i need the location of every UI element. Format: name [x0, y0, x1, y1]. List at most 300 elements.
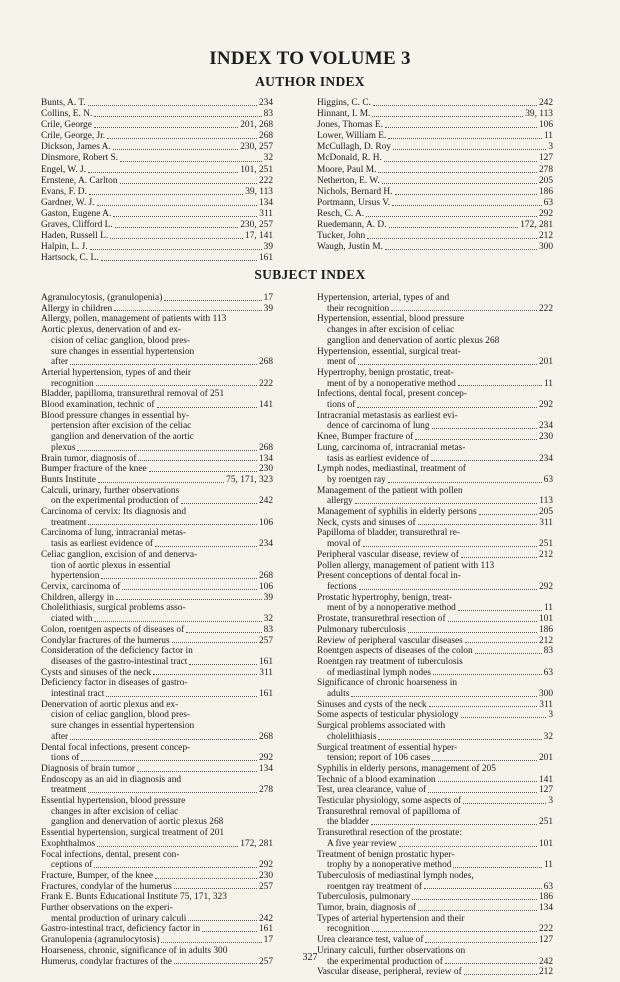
dot-leader — [425, 941, 536, 943]
dot-leader — [88, 104, 257, 106]
index-entry — [41, 764, 273, 775]
index-entry — [41, 732, 273, 743]
index-entry — [317, 314, 553, 325]
entry-page-ref: 268 — [258, 357, 273, 368]
entry-text: Crile, George, Jr. — [41, 131, 106, 142]
entry-text: on the experimental production of — [51, 496, 179, 507]
dot-leader — [461, 556, 537, 558]
entry-text: Vascular disease, peripheral, review of — [317, 967, 462, 978]
index-entry — [41, 817, 273, 828]
entry-page-ref: 63 — [543, 197, 553, 208]
dot-leader — [88, 171, 238, 173]
index-entry — [317, 496, 553, 507]
entry-text: ment of — [327, 357, 356, 368]
index-entry — [317, 571, 553, 582]
entry-text: ganglion and denervation of the aortic — [51, 432, 194, 443]
entry-page-ref: 257 — [258, 881, 273, 892]
entry-text: Hypertension, essential, blood pressure — [317, 314, 465, 325]
entry-text: ganglion and denervation of aortic plexus 268 — [327, 335, 500, 346]
entry-text: plexus — [51, 442, 76, 453]
author-index-heading: AUTHOR INDEX — [255, 74, 365, 89]
entry-page-ref: 106 — [258, 517, 273, 528]
index-entry — [317, 796, 553, 807]
entry-text: recognition — [327, 924, 370, 935]
dot-leader — [418, 523, 538, 525]
entry-page-ref: 311 — [259, 208, 273, 219]
entry-page-ref: 3 — [548, 142, 553, 153]
entry-text: Essential hypertension, surgical treatment of 201 — [41, 828, 225, 839]
entry-text: Carcinoma of lung, intracranial metas- — [41, 528, 186, 539]
index-entry — [317, 443, 553, 454]
entry-text: Present conceptions of dental focal in- — [317, 571, 461, 582]
index-entry — [317, 860, 553, 871]
dot-leader — [120, 182, 257, 184]
index-entry — [41, 336, 273, 347]
index-entry — [41, 421, 273, 432]
index-entry — [317, 507, 553, 518]
index-entry — [41, 850, 273, 861]
index-entry — [41, 304, 273, 315]
entry-text: diseases of the gastro-intestinal tract — [51, 656, 188, 667]
entry-text: Blood pressure changes in essential hy- — [41, 410, 190, 421]
entry-text: Infections, dental focal, present concep- — [317, 389, 467, 400]
dot-leader — [155, 545, 257, 547]
dot-leader — [464, 973, 537, 975]
index-entry — [317, 220, 553, 231]
dot-leader — [431, 459, 537, 461]
entry-page-ref: 205 — [538, 507, 553, 518]
dot-leader — [385, 126, 537, 128]
dot-leader — [384, 160, 537, 162]
dot-leader — [463, 802, 546, 804]
index-entry — [41, 721, 273, 732]
entry-text: adults — [327, 689, 350, 700]
dot-leader — [107, 137, 257, 139]
dot-leader — [453, 866, 542, 868]
entry-text: after — [51, 731, 69, 742]
entry-text: Bunts Institute — [41, 474, 96, 485]
entry-page-ref: 212 — [538, 635, 553, 646]
entry-text: Prostatic hypertrophy, benign, treat- — [317, 592, 453, 603]
entry-page-ref: 161 — [258, 253, 273, 264]
entry-page-ref: 234 — [538, 421, 553, 432]
dot-leader — [391, 309, 537, 311]
index-entry — [41, 165, 273, 176]
entry-text: Neck, cysts and sinuses of — [317, 517, 416, 528]
index-entry — [41, 678, 273, 689]
index-entry — [41, 935, 273, 946]
dot-leader — [172, 641, 257, 643]
dot-leader — [388, 137, 542, 139]
entry-text: Essential hypertension, blood pressure — [41, 796, 186, 807]
index-entry — [41, 785, 273, 796]
entry-text: Nichols, Bernard H. — [317, 186, 393, 197]
index-entry — [317, 625, 553, 636]
index-entry — [41, 625, 273, 636]
index-entry — [41, 550, 273, 561]
index-entry — [317, 710, 553, 721]
index-entry — [317, 603, 553, 614]
dot-leader — [101, 577, 257, 579]
index-entry — [41, 131, 273, 142]
dot-leader — [106, 695, 257, 697]
dot-leader — [114, 309, 261, 311]
index-entry — [317, 432, 553, 443]
entry-page-ref: 3 — [548, 796, 553, 807]
entry-page-ref: 186 — [538, 892, 553, 903]
entry-text: Syphilis in elderly persons, management of 205 — [317, 763, 496, 774]
entry-page-ref: 300 — [538, 242, 553, 253]
dot-leader — [438, 780, 537, 782]
index-entry — [317, 903, 553, 914]
dot-leader — [392, 204, 542, 206]
dot-leader — [101, 259, 257, 261]
entry-text: McDonald, R. H. — [317, 153, 382, 164]
entry-text: Dickson, James A. — [41, 142, 111, 153]
entry-text: Prostate, transurethral resection of — [317, 614, 446, 625]
index-entry — [41, 657, 273, 668]
entry-text: Arterial hypertension, types of and their — [41, 367, 191, 378]
index-entry — [41, 561, 273, 572]
entry-text: Transurethral removal of papilloma of — [317, 806, 461, 817]
entry-text: Lymph nodes, mediastinal, treatment of — [317, 464, 466, 475]
entry-page-ref: 83 — [263, 624, 273, 635]
index-entry — [41, 198, 273, 209]
index-entry — [41, 443, 273, 454]
dot-leader — [428, 791, 537, 793]
index-entry — [317, 131, 553, 142]
dot-leader — [378, 171, 537, 173]
index-entry — [41, 187, 273, 198]
dot-leader — [116, 598, 262, 600]
dot-leader — [372, 930, 537, 932]
dot-leader — [432, 427, 537, 429]
index-entry — [41, 614, 273, 625]
dot-leader — [153, 673, 257, 675]
dot-leader — [88, 791, 257, 793]
entry-page-ref: 251 — [538, 817, 553, 828]
entry-text: Granulopenia (agranulocytosis) — [41, 935, 160, 946]
index-entry — [317, 593, 553, 604]
entry-page-ref: 201 — [538, 753, 553, 764]
entry-text: Hypertension, arterial, types of and — [317, 293, 450, 303]
entry-page-ref: 230 — [258, 870, 273, 881]
index-entry — [41, 743, 273, 754]
entry-page-ref: 311 — [539, 517, 553, 528]
index-entry — [317, 464, 553, 475]
index-entry — [317, 743, 553, 754]
entry-text: tasis as earliest evidence of — [51, 539, 154, 550]
index-entry — [317, 368, 553, 379]
entry-page-ref: 268 — [258, 131, 273, 142]
dot-leader — [94, 866, 257, 868]
dot-leader — [388, 481, 542, 483]
entry-page-ref: 83 — [263, 109, 273, 120]
entry-text: Agranulocytosis, (granulopenia) — [41, 293, 163, 303]
entry-text: Papilloma of bladder, transurethral re- — [317, 528, 461, 539]
index-entry — [41, 464, 273, 475]
entry-page-ref: 3 — [548, 710, 553, 721]
dot-leader — [382, 182, 537, 184]
index-entry — [41, 828, 273, 839]
author-index-left-column — [41, 98, 273, 264]
entry-page-ref: 32 — [543, 731, 553, 742]
entry-text: Urinary calculi, further observations on — [317, 945, 466, 956]
entry-text: Some aspects of testicular physiology — [317, 710, 459, 721]
dot-leader — [113, 215, 257, 217]
dot-leader — [96, 384, 257, 386]
dot-leader — [122, 588, 257, 590]
index-entry — [317, 528, 553, 539]
entry-text: sure changes in essential hypertension — [51, 346, 195, 357]
dot-leader — [358, 363, 537, 365]
entry-text: Tuberculosis of mediastinal lymph nodes, — [317, 870, 474, 881]
index-entry — [317, 98, 553, 109]
entry-text: Tuberculosis, pulmonary — [317, 892, 411, 903]
entry-text: Surgical problems associated with — [317, 721, 446, 732]
dot-leader — [149, 470, 257, 472]
entry-page-ref: 230, 257 — [240, 142, 273, 153]
entry-text: ciated with — [51, 614, 93, 625]
index-entry — [317, 400, 553, 411]
dot-leader — [157, 406, 257, 408]
index-entry — [41, 411, 273, 422]
index-entry — [317, 914, 553, 925]
entry-text: sure changes in essential hypertension — [51, 721, 195, 732]
dot-leader — [415, 438, 537, 440]
dot-leader — [115, 226, 239, 228]
index-entry — [317, 614, 553, 625]
entry-text: dence of carcinoma of lung — [327, 421, 430, 432]
dot-leader — [70, 363, 257, 365]
entry-page-ref: 292 — [258, 860, 273, 871]
index-entry — [317, 198, 553, 209]
index-entry — [317, 187, 553, 198]
entry-text: Gardner, W. J. — [41, 197, 95, 208]
entry-text: Hinnant, I. M. — [317, 109, 371, 120]
entry-page-ref: 292 — [538, 208, 553, 219]
index-entry — [41, 176, 273, 187]
entry-page-ref: 75, 171, 323 — [226, 474, 273, 485]
entry-page-ref: 212 — [538, 967, 553, 978]
entry-text: Hoarseness, chronic, significance of in adults 300 — [41, 945, 228, 956]
entry-page-ref: 32 — [263, 153, 273, 164]
entry-page-ref: 127 — [538, 785, 553, 796]
entry-page-ref: 161 — [258, 924, 273, 935]
index-entry — [41, 153, 273, 164]
entry-text: Haden, Russell L. — [41, 231, 109, 242]
index-entry — [41, 807, 273, 818]
entry-page-ref: 17 — [263, 935, 273, 946]
index-entry — [317, 678, 553, 689]
entry-text: Collins, E. N. — [41, 109, 93, 120]
index-entry — [41, 253, 273, 264]
dot-leader — [81, 759, 257, 761]
entry-page-ref: 134 — [258, 197, 273, 208]
index-entry — [317, 561, 553, 572]
entry-page-ref: 292 — [538, 400, 553, 411]
entry-text: Denervation of aortic plexus and ex- — [41, 699, 179, 710]
dot-leader — [120, 160, 262, 162]
index-entry — [317, 379, 553, 390]
dot-leader — [479, 513, 537, 515]
entry-text: Graves, Clifford L. — [41, 220, 113, 231]
entry-page-ref: 311 — [259, 667, 273, 678]
entry-text: Technic of a blood examination — [317, 774, 436, 785]
entry-page-ref: 186 — [538, 186, 553, 197]
entry-page-ref: 113 — [539, 496, 553, 507]
index-entry — [41, 528, 273, 539]
entry-page-ref: 257 — [258, 956, 273, 967]
entry-text: Hypertension, essential, surgical treat- — [317, 346, 461, 357]
index-entry — [317, 721, 553, 732]
index-entry — [41, 325, 273, 336]
entry-page-ref: 186 — [538, 624, 553, 635]
entry-text: Consideration of the deficiency factor in — [41, 646, 193, 657]
index-entry — [41, 368, 273, 379]
entry-page-ref: 39, 113 — [525, 109, 553, 120]
dot-leader — [164, 299, 261, 301]
entry-text: intestinal tract — [51, 689, 105, 700]
entry-page-ref: 251 — [538, 539, 553, 550]
index-entry — [41, 518, 273, 529]
index-entry — [317, 871, 553, 882]
index-entry — [41, 700, 273, 711]
entry-text: fections — [327, 581, 357, 592]
entry-text: Engel, W. J. — [41, 164, 87, 175]
index-entry — [317, 389, 553, 400]
dot-leader — [137, 770, 257, 772]
entry-text: Dental focal infections, present concep- — [41, 742, 191, 753]
index-entry — [317, 807, 553, 818]
entry-page-ref: 106 — [538, 120, 553, 131]
entry-page-ref: 268 — [258, 731, 273, 742]
entry-page-ref: 311 — [539, 699, 553, 710]
entry-text: Treatment of benign prostatic hyper- — [317, 849, 455, 860]
entry-text: pertension after excision of the celiac — [51, 421, 192, 432]
entry-page-ref: 172, 281 — [240, 838, 273, 849]
dot-leader — [408, 631, 537, 633]
entry-text: Aortic plexus, denervation of and ex- — [41, 325, 182, 336]
index-entry — [317, 357, 553, 368]
entry-text: Allergy in children — [41, 303, 113, 314]
index-entry — [41, 496, 273, 507]
entry-text: cholelithiasis — [327, 731, 377, 742]
entry-text: tions of — [51, 753, 80, 764]
entry-text: the experimental production of — [327, 956, 443, 967]
entry-text: ceptions of — [51, 860, 93, 871]
dot-leader — [138, 459, 256, 461]
entry-page-ref: 161 — [258, 656, 273, 667]
index-entry — [317, 550, 553, 561]
entry-text: Moore, Paul M. — [317, 164, 377, 175]
entry-page-ref: 63 — [543, 881, 553, 892]
dot-leader — [351, 695, 537, 697]
index-entry — [317, 518, 553, 529]
dot-leader — [174, 887, 257, 889]
entry-page-ref: 205 — [538, 175, 553, 186]
dot-leader — [181, 502, 257, 504]
entry-page-ref: 234 — [258, 98, 273, 108]
entry-text: Brain tumor, diagnosis of — [41, 453, 137, 464]
index-entry — [41, 357, 273, 368]
entry-text: Management of syphilis in elderly persons — [317, 507, 477, 518]
index-entry — [317, 142, 553, 153]
index-entry — [317, 411, 553, 422]
entry-text: tion of aortic plexus in essential — [51, 560, 171, 571]
entry-page-ref: 257 — [258, 635, 273, 646]
entry-text: of mediastinal lymph nodes — [327, 667, 431, 678]
entry-text: Cervix, carcinoma of — [41, 581, 121, 592]
index-entry — [41, 914, 273, 925]
index-entry — [41, 571, 273, 582]
dot-leader — [378, 738, 541, 740]
index-entry — [41, 209, 273, 220]
entry-text: Bumper fracture of the knee — [41, 464, 147, 475]
index-entry — [41, 582, 273, 593]
entry-page-ref: 83 — [543, 646, 553, 657]
index-entry — [317, 764, 553, 775]
dot-leader — [367, 237, 537, 239]
dot-leader — [458, 609, 542, 611]
entry-text: Cysts and sinuses of the neck — [41, 667, 152, 678]
dot-leader — [433, 673, 542, 675]
dot-leader — [359, 588, 537, 590]
entry-page-ref: 222 — [258, 175, 273, 186]
index-entry — [41, 903, 273, 914]
entry-text: Evans, F. D. — [41, 186, 87, 197]
entry-text: Calculi, urinary, further observations — [41, 485, 180, 496]
entry-text: the bladder — [327, 817, 369, 828]
page-title: INDEX TO VOLUME 3 — [209, 48, 411, 69]
entry-text: Exophthalmos — [41, 838, 96, 849]
entry-text: Diagnosis of brain tumor — [41, 763, 135, 774]
entry-page-ref: 212 — [538, 549, 553, 560]
dot-leader — [77, 449, 256, 451]
entry-text: Further observations on the experi- — [41, 903, 173, 914]
index-entry — [317, 850, 553, 861]
subject-index-right-column — [317, 293, 553, 978]
index-entry — [317, 421, 553, 432]
entry-page-ref: 201, 268 — [240, 120, 273, 131]
index-entry — [317, 475, 553, 486]
index-entry — [317, 242, 553, 253]
dot-leader — [189, 663, 257, 665]
dot-leader — [188, 919, 257, 921]
entry-page-ref: 17, 141 — [244, 231, 273, 242]
entry-text: Colon, roentgen aspects of diseases of — [41, 624, 185, 635]
entry-text: Focal infections, dental, present con- — [41, 849, 180, 860]
index-entry — [317, 293, 553, 304]
entry-text: Surgical treatment of essential hyper- — [317, 742, 458, 753]
index-entry — [317, 636, 553, 647]
index-entry — [317, 753, 553, 764]
entry-text: tension; report of 106 cases — [327, 753, 431, 764]
entry-text: Knee, Bumper fracture of — [317, 432, 414, 443]
entry-page-ref: 234 — [258, 539, 273, 550]
entry-page-ref: 63 — [543, 474, 553, 485]
entry-text: moval of — [327, 539, 361, 550]
entry-page-ref: 222 — [538, 924, 553, 935]
subject-index-left-column — [41, 293, 273, 967]
entry-text: Waugh, Justin M. — [317, 242, 383, 253]
entry-text: Fracture, Bumper, of the knee — [41, 870, 154, 881]
subject-index-heading: SUBJECT INDEX — [254, 267, 366, 282]
entry-text: by roentgen ray — [327, 474, 386, 485]
entry-text: Celiac ganglion, excision of and denerva- — [41, 549, 198, 560]
entry-page-ref: 127 — [538, 153, 553, 164]
index-entry — [41, 432, 273, 443]
